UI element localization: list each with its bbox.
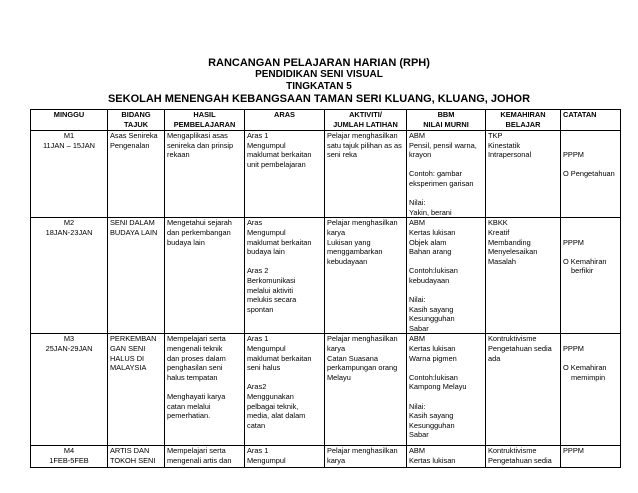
cell-text-line: maklumat berkaitan xyxy=(247,353,312,363)
cell-text-line: Catan Suasana xyxy=(327,353,378,363)
cell-text-line: M4 xyxy=(63,446,75,456)
cell-aktiviti xyxy=(325,218,407,334)
cell-text-line: Warna pigmen xyxy=(409,353,457,363)
cell-text-line: halus tempatan xyxy=(167,372,218,382)
cell-text-line: Kontruktivisme xyxy=(488,446,537,456)
cell-aktiviti xyxy=(325,131,407,218)
cell-text-line xyxy=(409,257,483,267)
cell-text-line: dan proses dalam xyxy=(167,353,226,363)
cell-text-line: 11JAN – 15JAN xyxy=(42,140,96,150)
cell-text-line: Kasih sayang xyxy=(409,411,454,421)
cell-text-line: Aras 1 xyxy=(247,131,269,140)
cell-text-line: Aras 1 xyxy=(247,334,269,344)
table-row xyxy=(31,334,621,446)
cell-text-line xyxy=(409,363,483,373)
cell-text-line: Sabar xyxy=(409,323,429,333)
cell-text-line: ABM xyxy=(409,446,426,456)
cell-bbm xyxy=(407,131,486,218)
cell-text-line: karya xyxy=(327,227,346,237)
cell-text-line: Asas Senireka xyxy=(110,131,158,140)
header-label: MINGGU xyxy=(53,110,85,119)
cell-text-line: Aras xyxy=(247,218,263,228)
cell-text-line xyxy=(563,354,618,364)
cell-text-line: budaya lain xyxy=(167,237,205,247)
cell-text-line: Intrapersonal xyxy=(488,150,532,160)
cell-kemahiran xyxy=(486,131,561,218)
table-header-row xyxy=(31,110,621,131)
cell-text-line: GAN SENI xyxy=(110,344,146,354)
header-label: BELAJAR xyxy=(505,119,541,129)
cell-text-line: Nilai: xyxy=(409,401,426,411)
document-title: RANCANGAN PELAJARAN HARIAN (RPH) xyxy=(208,57,430,69)
cell-text-line: Aras 1 xyxy=(247,446,269,456)
cell-text-line: media, alat dalam xyxy=(247,411,306,421)
cell-text-line: Mengumpul xyxy=(247,227,286,237)
cell-text-line xyxy=(409,160,483,170)
cell-text-line: Yakin, berani xyxy=(409,207,452,217)
cell-text-line: SENI DALAM xyxy=(110,218,155,228)
cell-text-line: mengenali artis dan xyxy=(167,456,232,466)
cell-kemahiran xyxy=(486,218,561,334)
cell-text-line: budaya lain xyxy=(247,247,285,257)
table-header xyxy=(31,110,621,131)
header-label: NILAI MURNI xyxy=(423,119,469,129)
cell-text-line: TOKOH SENI xyxy=(110,456,156,466)
cell-text-line: Melayu xyxy=(327,372,351,382)
cell-text-line: Kertas lukisan xyxy=(409,456,456,466)
cell-catatan xyxy=(561,446,621,468)
cell-text-line xyxy=(409,189,483,199)
cell-catatan xyxy=(561,131,621,218)
cell-text-line: M3 xyxy=(63,334,75,344)
cell-text-line: PPPM xyxy=(563,446,584,456)
cell-text-line: Pelajar menghasilkan xyxy=(327,446,398,456)
cell-minggu xyxy=(31,131,108,218)
cell-text-line: PERKEMBAN xyxy=(110,334,157,344)
header-label: ARAS xyxy=(274,110,295,119)
cell-text-line: kebudayaan xyxy=(327,256,368,266)
cell-text-line: Nilai: xyxy=(409,198,426,208)
cell-text-line: Aras 2 xyxy=(247,266,269,276)
header-label: TAJUK xyxy=(123,119,149,129)
header-label: KEMAHIRAN xyxy=(500,110,546,119)
cell-text-line: unit pembelajaran xyxy=(247,159,306,169)
cell-text-line: Mengumpul xyxy=(247,140,286,150)
cell-text-line: Mengumpul xyxy=(247,344,286,354)
cell-text-line: Kreatif xyxy=(488,227,510,237)
cell-text-line: menggambarkan xyxy=(327,247,383,257)
cell-text-line: 1FEB-5FEB xyxy=(49,456,89,466)
header-label: HASIL xyxy=(193,110,216,119)
cell-text-line: krayon xyxy=(409,150,432,160)
cell-text-line xyxy=(563,334,618,344)
table-body xyxy=(31,131,621,468)
cell-text-line: Pensil, pensil warna, xyxy=(409,140,477,150)
cell-bidang xyxy=(108,131,165,218)
cell-text-line: 25JAN-29JAN xyxy=(45,344,93,354)
cell-text-line: maklumat berkaitan xyxy=(247,150,312,160)
cell-text-line: ABM xyxy=(409,218,426,228)
document-subject: PENDIDIKAN SENI VISUAL xyxy=(255,69,383,80)
header-label: BBM xyxy=(437,110,455,119)
cell-catatan xyxy=(561,218,621,334)
cell-text-line xyxy=(409,286,483,296)
cell-text-line: Sabar xyxy=(409,430,429,440)
cell-kemahiran xyxy=(486,334,561,446)
col-header-kemahiran xyxy=(486,110,561,131)
cell-aras xyxy=(245,446,325,468)
header-label: CATATAN xyxy=(563,110,597,119)
cell-text-line: Pengenalan xyxy=(110,140,150,150)
cell-text-line: berfikir xyxy=(571,266,594,276)
cell-minggu xyxy=(31,334,108,446)
cell-text-line: Nilai: xyxy=(409,295,426,305)
cell-text-line: Mempelajari serta xyxy=(167,334,226,344)
cell-text-line: Kesungguhan xyxy=(409,314,455,324)
document-school-name: SEKOLAH MENENGAH KEBANGSAAN TAMAN SERI KLUANG, KLUANG, JOHOR xyxy=(107,93,531,105)
cell-text-line: dan perkembangan xyxy=(167,227,231,237)
table-row xyxy=(31,218,621,334)
cell-text-line: Pengetahuan sedia xyxy=(488,456,552,466)
cell-text-line: catan xyxy=(247,420,266,430)
cell-hasil xyxy=(165,218,245,334)
cell-catatan xyxy=(561,334,621,446)
cell-bidang xyxy=(108,446,165,468)
cell-bbm xyxy=(407,446,486,468)
cell-text-line: seni reka xyxy=(327,150,357,160)
col-header-catatan xyxy=(561,110,621,131)
cell-text-line: BUDAYA LAIN xyxy=(110,227,158,237)
cell-minggu xyxy=(31,218,108,334)
cell-text-line xyxy=(563,131,618,141)
cell-text-line: PPPM xyxy=(563,237,584,247)
cell-text-line: KBKK xyxy=(488,218,508,228)
table-row xyxy=(31,446,621,468)
table-row xyxy=(31,131,621,218)
cell-bbm xyxy=(407,334,486,446)
cell-text-line: Contoh: gambar xyxy=(409,169,462,179)
cell-text-line: spontan xyxy=(247,304,274,314)
header-label: JUMLAH LATIHAN xyxy=(333,119,398,129)
cell-text-line: PPPM xyxy=(563,150,584,160)
cell-text-line: Kampong Melayu xyxy=(409,382,467,392)
col-header-aktiviti xyxy=(325,110,407,131)
cell-text-line: Mengaplikasi asas xyxy=(167,131,228,140)
cell-text-line: Berkomunikasi xyxy=(247,275,296,285)
cell-aras xyxy=(245,334,325,446)
cell-aktiviti xyxy=(325,334,407,446)
cell-text-line: Aras2 xyxy=(247,382,267,392)
cell-hasil xyxy=(165,446,245,468)
cell-text-line: melukis secara xyxy=(247,295,297,305)
cell-text-line: mengenali teknik xyxy=(167,344,223,354)
col-header-bidang xyxy=(108,110,165,131)
cell-text-line: Membanding xyxy=(488,237,531,247)
cell-text-line: M1 xyxy=(63,131,75,140)
cell-text-line: Pelajar menghasilkan xyxy=(327,334,398,344)
cell-text-line: Masalah xyxy=(488,256,516,266)
cell-text-line: MALAYSIA xyxy=(110,363,147,373)
cell-text-line: O Pengetahuan xyxy=(563,169,615,179)
cell-text-line: Menyelesaikan xyxy=(488,247,538,257)
cell-text-line: catan melalui xyxy=(167,401,211,411)
cell-text-line: senireka dan prinsip xyxy=(167,140,234,150)
cell-aktiviti xyxy=(325,446,407,468)
cell-text-line xyxy=(563,160,618,170)
cell-minggu xyxy=(31,446,108,468)
lesson-plan-table xyxy=(30,109,621,468)
cell-text-line: penghasilan seni xyxy=(167,363,223,373)
cell-text-line: TKP xyxy=(488,131,503,140)
cell-text-line: eksperimen garisan xyxy=(409,178,474,188)
cell-text-line: memimpin xyxy=(571,372,606,382)
cell-text-line: HALUS DI xyxy=(110,353,145,363)
col-header-bbm xyxy=(407,110,486,131)
col-header-hasil xyxy=(165,110,245,131)
cell-text-line: Kertas lukisan xyxy=(409,344,456,354)
cell-text-line xyxy=(409,392,483,402)
cell-text-line: Menghayati karya xyxy=(167,392,226,402)
cell-text-line xyxy=(563,141,618,151)
cell-text-line: perkampungan orang xyxy=(327,363,398,373)
cell-text-line: O Kemahiran xyxy=(563,363,607,373)
cell-text-line: ada xyxy=(488,353,501,363)
cell-text-line: Contoh:lukisan xyxy=(409,266,458,276)
cell-text-line: ABM xyxy=(409,131,426,140)
header-label: AKTIVITI/ xyxy=(349,110,382,119)
cell-bidang xyxy=(108,218,165,334)
cell-text-line: Mengumpul xyxy=(247,456,286,466)
cell-text-line: ARTIS DAN xyxy=(110,446,150,456)
cell-text-line: Kontruktivisme xyxy=(488,334,537,344)
cell-text-line: satu tajuk pilihan as as xyxy=(327,140,402,150)
cell-aras xyxy=(245,218,325,334)
cell-hasil xyxy=(165,334,245,446)
cell-text-line: pelbagai teknik, xyxy=(247,401,299,411)
cell-text-line: Objek alam xyxy=(409,237,447,247)
cell-text-line: rekaan xyxy=(167,150,190,160)
cell-text-line xyxy=(247,257,322,267)
cell-text-line: Contoh:lukisan xyxy=(409,372,458,382)
cell-text-line: maklumat berkaitan xyxy=(247,237,312,247)
cell-bbm xyxy=(407,218,486,334)
cell-text-line xyxy=(563,228,618,238)
header-label: BIDANG xyxy=(121,110,151,119)
cell-text-line: Kasih sayang xyxy=(409,304,454,314)
cell-text-line: Pelajar menghasilkan xyxy=(327,218,398,228)
cell-text-line xyxy=(563,247,618,257)
col-header-minggu xyxy=(31,110,108,131)
cell-text-line: M2 xyxy=(63,218,75,228)
cell-text-line: 18JAN-23JAN xyxy=(45,227,93,237)
cell-aras xyxy=(245,131,325,218)
cell-text-line: Mempelajari serta xyxy=(167,446,226,456)
cell-text-line: PPPM xyxy=(563,344,584,354)
col-header-aras xyxy=(245,110,325,131)
cell-text-line: Pelajar menghasilkan xyxy=(327,131,398,140)
cell-hasil xyxy=(165,131,245,218)
cell-text-line: karya xyxy=(327,456,346,466)
cell-text-line: O Kemahiran xyxy=(563,256,607,266)
cell-text-line: Kinestatik xyxy=(488,140,521,150)
cell-text-line xyxy=(247,373,322,383)
cell-text-line xyxy=(167,382,242,392)
cell-kemahiran xyxy=(486,446,561,468)
cell-text-line: Mengetahui sejarah xyxy=(167,218,232,228)
cell-bidang xyxy=(108,334,165,446)
cell-text-line: Bahan arang xyxy=(409,247,452,257)
cell-text-line xyxy=(563,218,618,228)
cell-text-line: Kesungguhan xyxy=(409,420,455,430)
header-label: PEMBELAJARAN xyxy=(173,119,236,129)
cell-text-line: Kertas lukisan xyxy=(409,227,456,237)
cell-text-line: kebudayaan xyxy=(409,275,450,285)
cell-text-line: Lukisan yang xyxy=(327,237,371,247)
cell-text-line: ABM xyxy=(409,334,426,344)
cell-text-line: Pengetahuan sedia xyxy=(488,344,552,354)
document-form-level: TINGKATAN 5 xyxy=(286,81,352,92)
cell-text-line: melalui aktiviti xyxy=(247,285,294,295)
cell-text-line: seni halus xyxy=(247,363,281,373)
cell-text-line: karya xyxy=(327,344,346,354)
cell-text-line: pemerhatian. xyxy=(167,411,211,421)
cell-text-line: Menggunakan xyxy=(247,392,294,402)
